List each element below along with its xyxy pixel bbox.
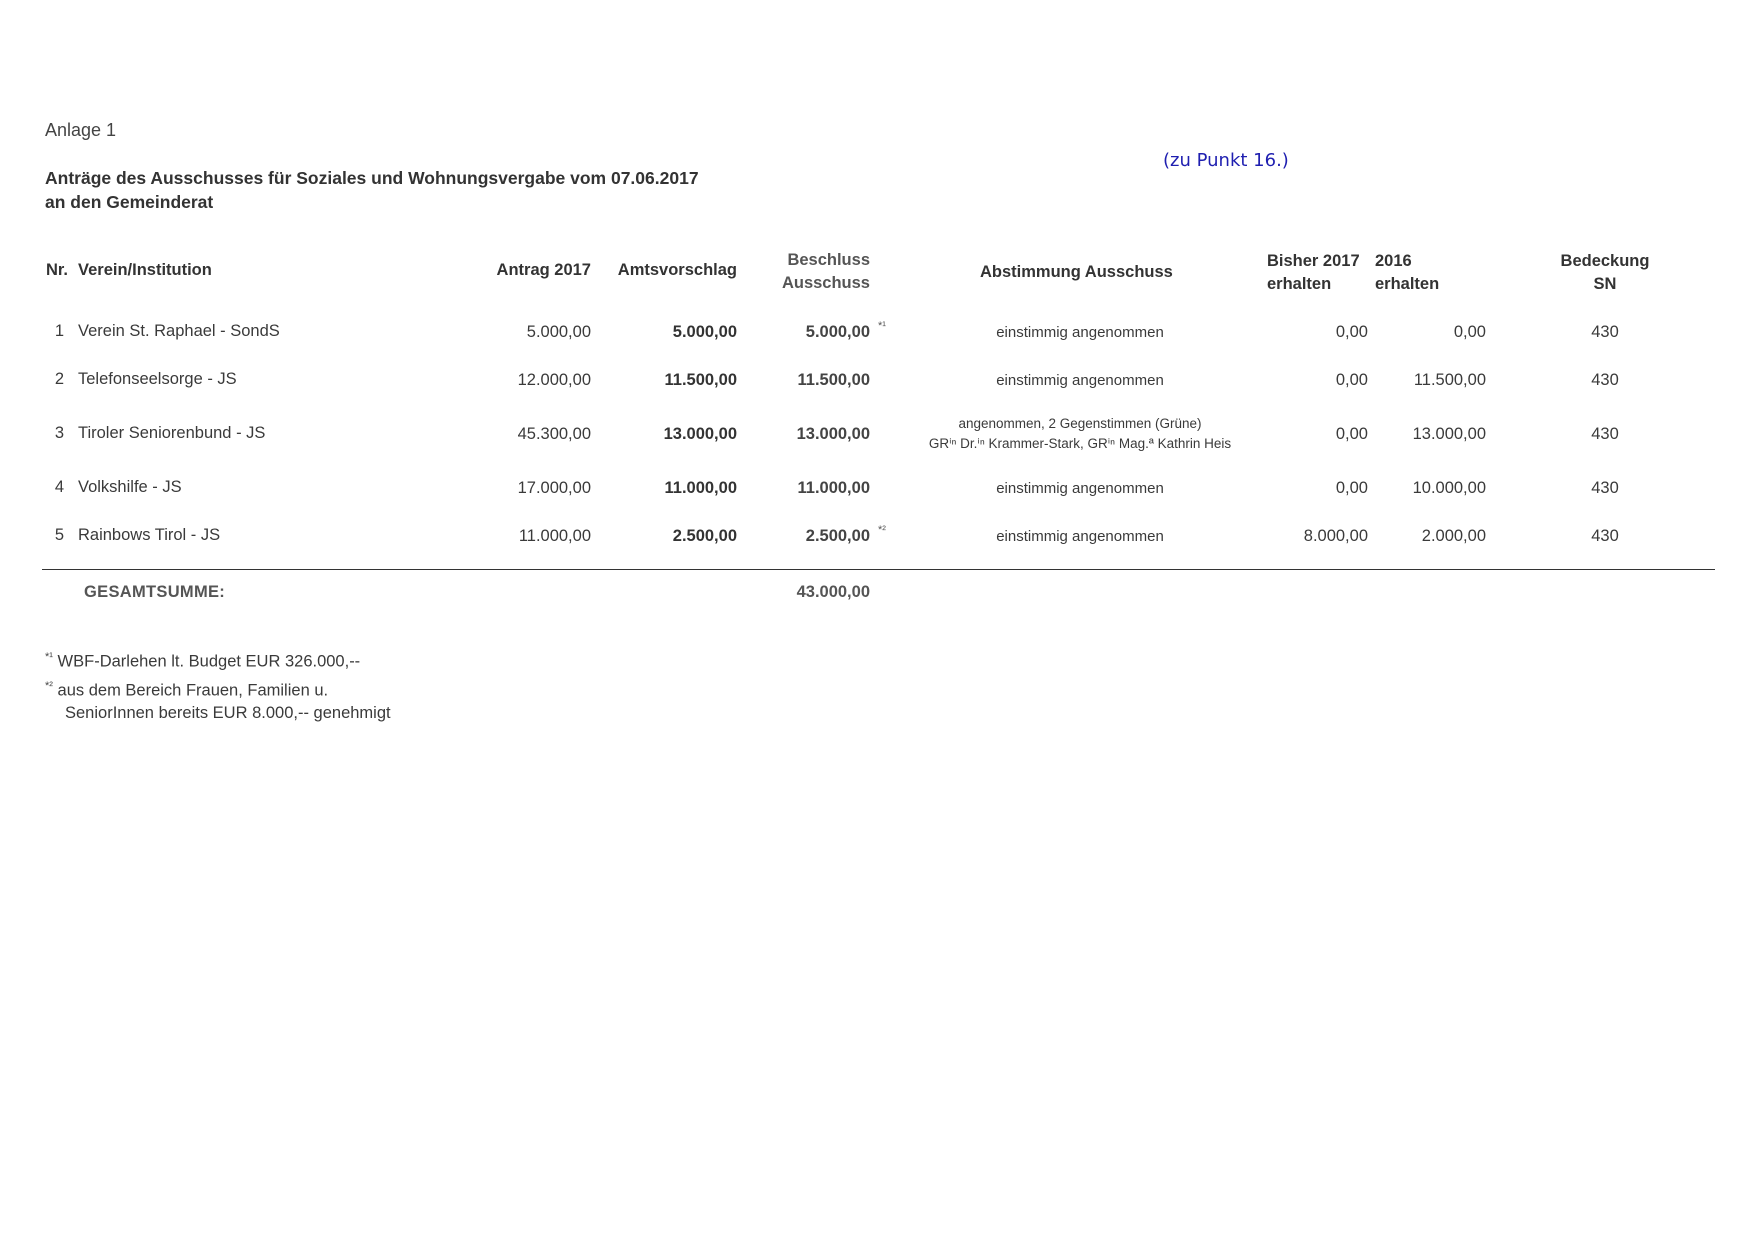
col-2016 [1375,250,1439,296]
row-bisher: 0,00 [1335,425,1368,443]
row-2016: 0,00 [1453,323,1486,341]
row-nr: 3 [54,424,64,442]
footnote-2-line-2: SeniorInnen bereits EUR 8.000,-- genehmigt [65,703,391,722]
anlage-label: Anlage 1 [45,120,117,140]
footnote-2-mark: *² [45,680,53,692]
col-verein: Verein/Institution [78,261,212,279]
row-bisher: 0,00 [1335,371,1368,389]
row-antrag: 17.000,00 [517,479,591,497]
col-nr: Nr. [46,261,69,279]
row-nr: 5 [54,526,64,544]
row-2016: 10.000,00 [1412,479,1486,497]
row-nr: 4 [54,478,64,496]
row-beschluss: 5.000,00 [805,323,870,341]
col-bisher-line-2: erhalten [1267,275,1332,293]
total-label: GESAMTSUMME: [84,583,226,601]
row-abstimmung: einstimmig angenommen [996,372,1164,389]
row-bedeckung: 430 [1591,323,1619,341]
row-antrag: 5.000,00 [526,323,591,341]
footnote-2 [45,675,391,724]
row-antrag: 45.300,00 [517,425,591,443]
row-nr: 1 [54,322,64,340]
row-verein: Telefonseelsorge - JS [78,370,237,388]
row-bisher: 0,00 [1335,479,1368,497]
row-beschluss-footnote-mark: *² [878,524,886,536]
col-amtsvorschlag: Amtsvorschlag [617,261,737,279]
col-bedeckung [1540,250,1670,296]
title-line-2: an den Gemeinderat [45,192,214,212]
col-2016-line-2: erhalten [1375,275,1440,293]
row-antrag: 12.000,00 [517,371,591,389]
row-abstimmung-line-1: angenommen, 2 Gegenstimmen (Grüne) [958,416,1202,431]
col-antrag: Antrag 2017 [496,261,591,279]
footnote-1-mark: *¹ [45,651,53,663]
footnote-1 [45,651,360,672]
row-verein: Rainbows Tirol - JS [78,526,221,544]
row-beschluss: 11.000,00 [797,479,870,497]
title-line-1: Anträge des Ausschusses für Soziales und Wohnungsvergabe vom 07.06.2017 [45,168,699,188]
col-beschluss [740,249,870,295]
col-bisher-line-1: Bisher 2017 [1267,252,1360,270]
row-amtsvorschlag: 11.500,00 [664,371,737,389]
row-antrag: 11.000,00 [518,527,591,545]
row-2016: 11.500,00 [1413,371,1486,389]
row-abstimmung: einstimmig angenommen [996,480,1164,497]
row-abstimmung [900,414,1260,454]
row-verein: Verein St. Raphael - SondS [78,322,280,340]
row-amtsvorschlag: 11.000,00 [664,479,737,497]
col-bisher [1267,250,1360,296]
row-abstimmung-line-2: GRⁱⁿ Dr.ⁱⁿ Krammer-Stark, GRⁱⁿ Mag.ª Kathrin Heis [928,436,1232,451]
col-bedeckung-line-2: SN [1593,275,1617,293]
footnote-2-line-1: aus dem Bereich Frauen, Familien u. [57,681,329,700]
row-amtsvorschlag: 2.500,00 [672,527,737,545]
row-amtsvorschlag: 5.000,00 [672,323,737,341]
row-bisher: 0,00 [1335,323,1368,341]
row-amtsvorschlag: 13.000,00 [663,425,737,443]
col-2016-line-1: 2016 [1375,252,1412,270]
agenda-reference: (zu Punkt 16.) [1163,150,1289,171]
row-nr: 2 [54,370,64,388]
total-value: 43.000,00 [796,583,870,601]
col-bedeckung-line-1: Bedeckung [1560,252,1650,270]
row-beschluss: 2.500,00 [805,527,870,545]
footnote-1-text: WBF-Darlehen lt. Budget EUR 326.000,-- [57,652,361,671]
row-2016: 13.000,00 [1412,425,1486,443]
document-title [45,166,699,214]
row-verein: Tiroler Seniorenbund - JS [78,424,266,442]
row-abstimmung: einstimmig angenommen [996,528,1164,545]
row-bedeckung: 430 [1591,371,1619,389]
row-bisher: 8.000,00 [1303,527,1368,545]
col-beschluss-line-2: Ausschuss [781,274,870,292]
row-beschluss: 13.000,00 [796,425,870,443]
row-2016: 2.000,00 [1421,527,1486,545]
row-abstimmung: einstimmig angenommen [996,324,1164,341]
row-bedeckung: 430 [1591,425,1619,443]
row-beschluss: 11.500,00 [797,371,870,389]
row-beschluss-footnote-mark: *¹ [878,320,886,332]
table-total-divider [42,569,1715,570]
row-bedeckung: 430 [1591,479,1619,497]
row-verein: Volkshilfe - JS [78,478,182,496]
row-bedeckung: 430 [1591,527,1619,545]
col-beschluss-line-1: Beschluss [787,251,870,269]
col-abstimmung: Abstimmung Ausschuss [980,263,1173,281]
